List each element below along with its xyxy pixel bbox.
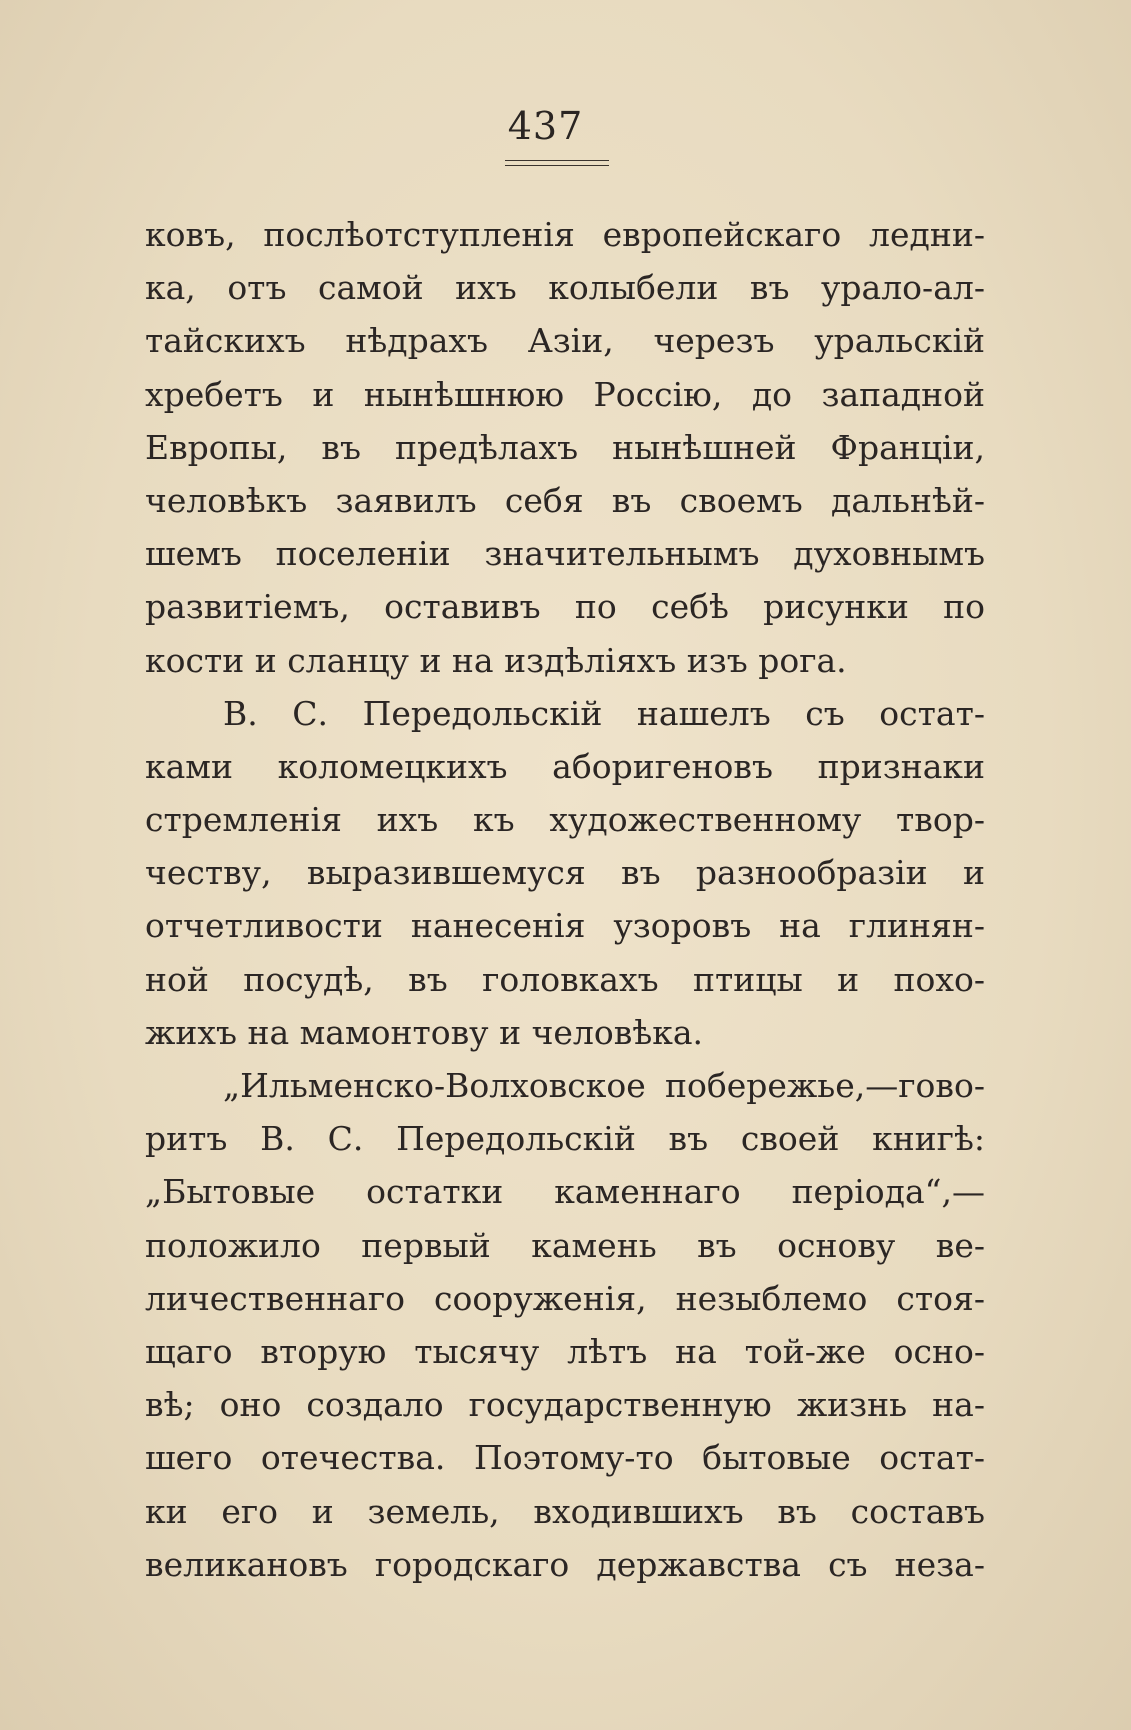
text-line: ковъ, послѣотступленія европейскаго ледни- [145, 215, 985, 254]
text-line: хребетъ и нынѣшнюю Россію, до западной [145, 374, 985, 414]
page-number-double-rule [505, 160, 609, 166]
text-line: ки его и земель, входившихъ въ составъ [145, 1491, 985, 1531]
page-number: 437 [507, 104, 584, 148]
text-line: положило первый камень въ основу ве- [145, 1225, 985, 1265]
text-line: ритъ В. С. Передольскій въ своей книгѣ: [145, 1119, 985, 1159]
text-line: развитіемъ, оставивъ по себѣ рисунки по [145, 587, 985, 627]
text-line: ной посудѣ, въ головкахъ птицы и похо- [145, 959, 985, 999]
text-line: щаго вторую тысячу лѣтъ на той-же осно- [145, 1331, 985, 1371]
text-line: жихъ на мамонтову и человѣка. [145, 1012, 704, 1052]
text-line: шего отечества. Поэтому-то бытовые остат- [145, 1438, 985, 1478]
text-line: шемъ поселеніи значительнымъ духовнымъ [145, 534, 985, 574]
text-line: честву, выразившемуся въ разнообразіи и [145, 853, 985, 893]
text-line: вѣ; оно создало государственную жизнь на- [145, 1385, 985, 1425]
text-line: человѣкъ заявилъ себя въ своемъ дальнѣй- [145, 480, 985, 520]
text-line: тайскихъ нѣдрахъ Азіи, черезъ уральскій [145, 321, 985, 361]
text-line: Европы, въ предѣлахъ нынѣшней Франціи, [145, 427, 985, 467]
text-line: отчетливости нанесенія узоровъ на глинян- [145, 906, 985, 946]
text-line: великановъ городскаго державства съ неза- [145, 1544, 985, 1584]
body-text [145, 208, 985, 1591]
text-line: личественнаго сооруженія, незыблемо стоя- [145, 1278, 985, 1318]
text-line: стремленія ихъ къ художественному твор- [145, 800, 985, 840]
text-line: ка, отъ самой ихъ колыбели въ урало-ал- [145, 268, 985, 308]
text-line: „Бытовые остатки каменнаго періода“,— [145, 1172, 985, 1212]
text-line: ками коломецкихъ аборигеновъ признаки [145, 746, 985, 786]
text-line: кости и сланцу и на издѣліяхъ изъ рога. [145, 640, 847, 680]
paragraph-start-line: „Ильменско-Волховское побережье,—гово- [223, 1066, 985, 1105]
paragraph-start-line: В. С. Передольскій нашелъ съ остат- [223, 693, 985, 733]
